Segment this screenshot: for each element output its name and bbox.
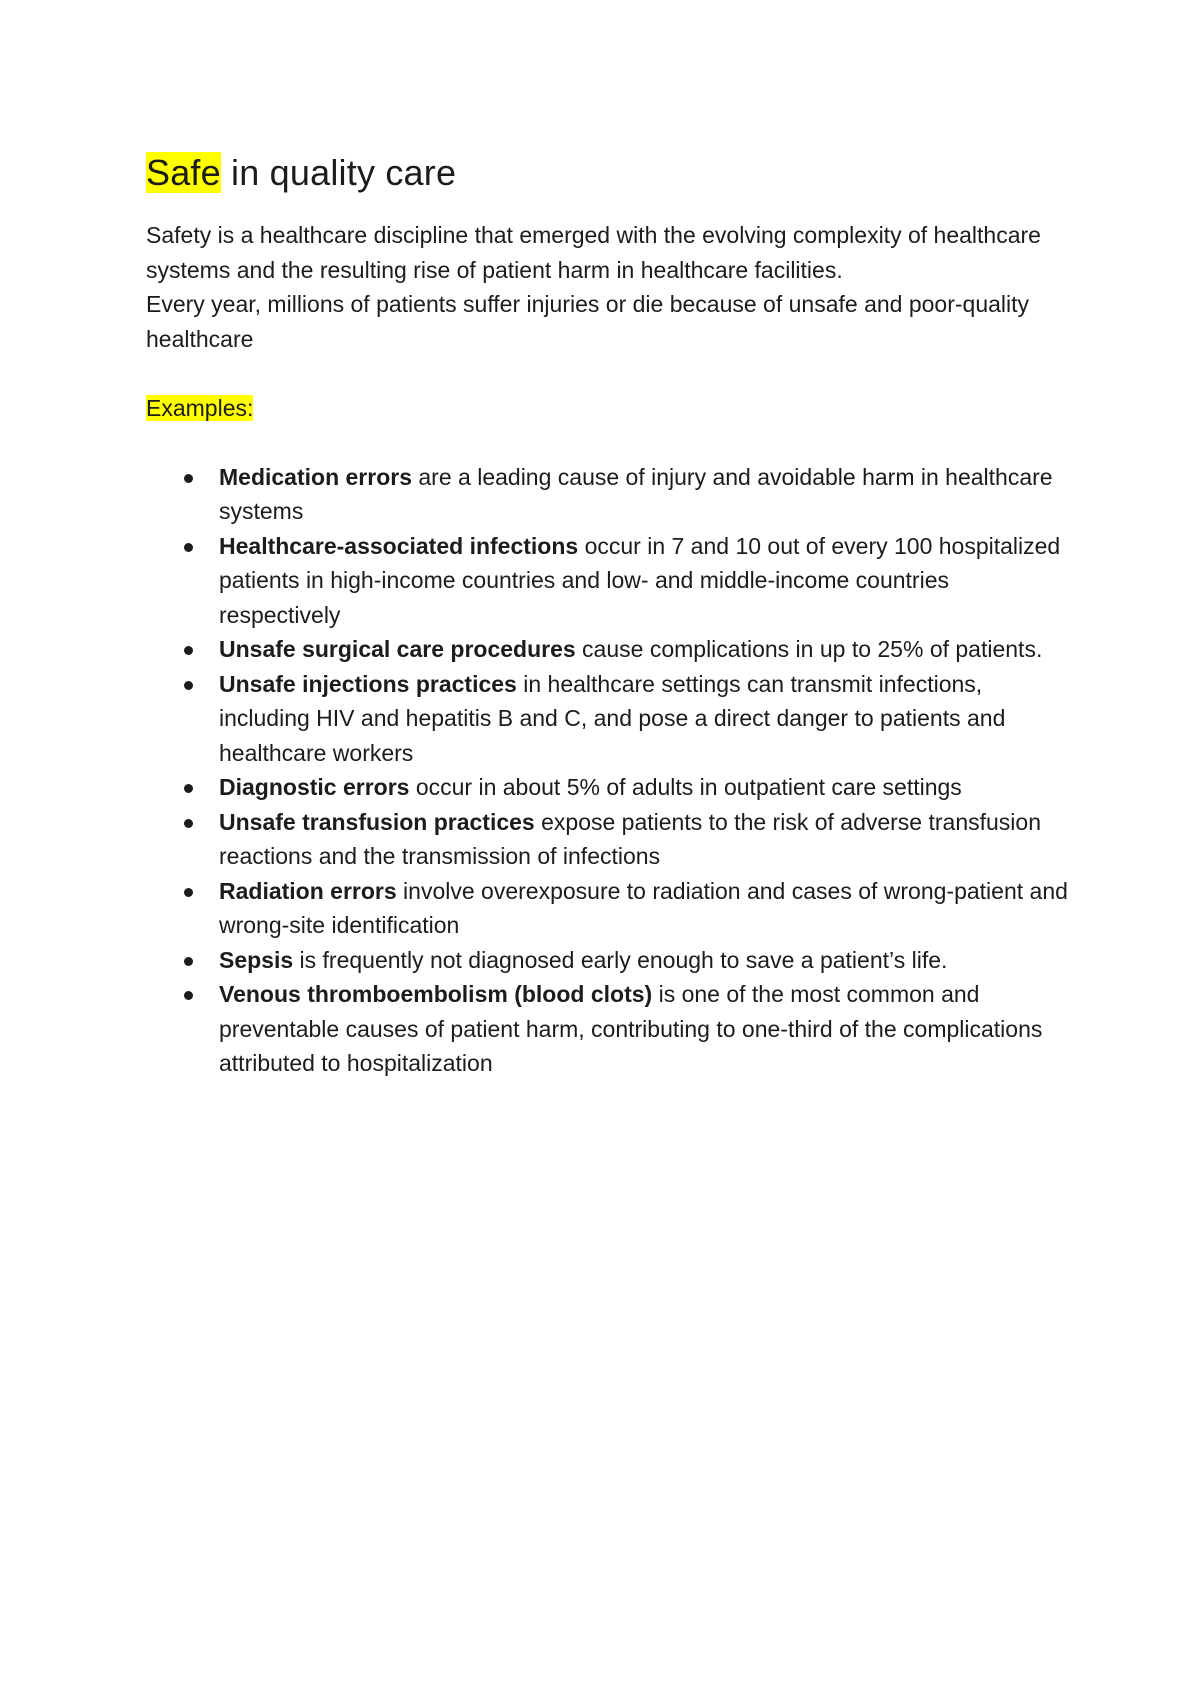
bullet-icon — [184, 819, 193, 828]
example-term: Unsafe transfusion practices — [219, 808, 535, 835]
example-text: is frequently not diagnosed early enough to save a patient’s life. — [293, 946, 948, 973]
example-text: in healthcare settings can transmit infections, including HIV and hepatitis B and C, and pose a direct danger to patients and healthcare workers — [219, 670, 1006, 766]
blank-line — [146, 425, 1076, 460]
list-item — [146, 667, 1076, 771]
bullet-icon — [184, 957, 193, 966]
example-text: expose patients to the risk of adverse transfusion reactions and the transmission of infections — [219, 808, 1041, 869]
title-highlight: Safe — [146, 152, 221, 193]
example-term: Unsafe injections practices — [219, 670, 517, 697]
title-rest: in quality care — [220, 152, 457, 193]
intro-paragraph-2: Every year, millions of patients suffer injuries or die because of unsafe and poor-quality healthcare — [146, 291, 1030, 352]
example-term: Medication errors — [219, 463, 412, 490]
page-title — [146, 148, 1076, 198]
example-text: is one of the most common and preventable causes of patient harm, contributing to one-third of the complications attributed to hospitalization — [219, 981, 1043, 1076]
example-text: occur in 7 and 10 out of every 100 hospitalized patients in high-income countries and low- and middle-income countries respectively — [219, 532, 1061, 628]
list-item — [146, 632, 1076, 667]
bullet-icon — [184, 888, 193, 897]
bullet-icon — [184, 991, 193, 1000]
list-item — [146, 977, 1076, 1081]
example-term: Radiation errors — [219, 877, 397, 904]
example-term: Venous thromboembolism (blood clots) — [219, 981, 653, 1007]
example-text: involve overexposure to radiation and cases of wrong-patient and wrong-site identification — [219, 877, 1068, 938]
bullet-icon — [184, 646, 193, 655]
bullet-icon — [184, 474, 193, 483]
examples-list — [146, 460, 1076, 1081]
list-item — [146, 770, 1076, 805]
intro-paragraph-1: Safety is a healthcare discipline that emerged with the evolving complexity of healthcare systems and the resulting rise of patient harm in healthcare facilities. — [146, 222, 1041, 283]
example-text: cause complications in up to 25% of patients. — [575, 636, 1043, 662]
examples-heading — [146, 391, 1076, 426]
example-text: are a leading cause of injury and avoidable harm in healthcare systems — [219, 463, 1053, 524]
example-term: Unsafe surgical care procedures — [219, 636, 576, 662]
example-term: Healthcare-associated infections — [219, 532, 579, 559]
example-term: Diagnostic errors — [219, 774, 410, 800]
bullet-icon — [184, 784, 193, 793]
examples-label: Examples: — [146, 394, 254, 421]
example-term: Sepsis — [219, 946, 294, 973]
document-body — [146, 148, 1076, 1081]
bullet-icon — [184, 543, 193, 552]
list-item — [146, 874, 1076, 943]
list-item — [146, 943, 1076, 978]
list-item — [146, 460, 1076, 529]
blank-line — [146, 356, 1076, 391]
list-item — [146, 529, 1076, 633]
example-text: occur in about 5% of adults in outpatient care settings — [409, 774, 962, 800]
bullet-icon — [184, 681, 193, 690]
list-item — [146, 805, 1076, 874]
